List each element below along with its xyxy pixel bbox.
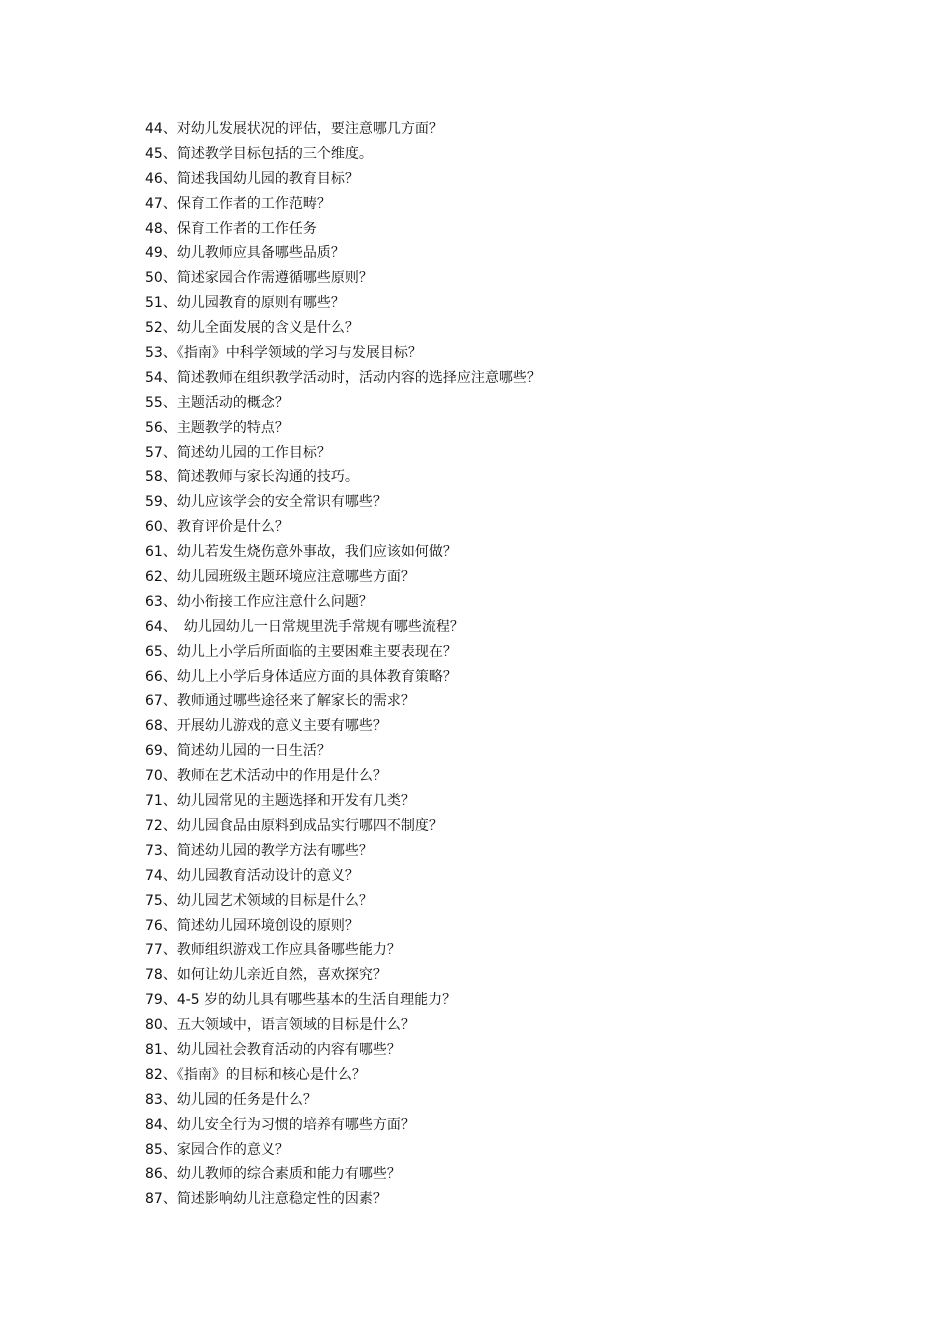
question-item: 62、幼儿园班级主题环境应注意哪些方面？ (145, 569, 415, 586)
question-item: 52、幼儿全面发展的含义是什么？ (145, 320, 359, 337)
question-item: 60、教育评价是什么？ (145, 519, 289, 536)
question-item: 59、幼儿应该学会的安全常识有哪些？ (145, 494, 387, 511)
question-item: 61、幼儿若发生烧伤意外事故，我们应该如何做？ (145, 544, 457, 561)
question-item: 50、简述家园合作需遵循哪些原则？ (145, 270, 373, 287)
question-item: 58、简述教师与家长沟通的技巧。 (145, 469, 359, 486)
question-item: 81、幼儿园社会教育活动的内容有哪些？ (145, 1041, 401, 1058)
question-item: 78、如何让幼儿亲近自然，喜欢探究？ (145, 967, 387, 984)
question-item: 72、幼儿园食品由原料到成品实行哪四不制度？ (145, 817, 443, 834)
question-item: 45、简述教学目标包括的三个维度。 (145, 145, 373, 162)
question-item: 64、 幼儿园幼儿一日常规里洗手常规有哪些流程？ (145, 618, 464, 635)
question-item: 83、幼儿园的任务是什么？ (145, 1091, 317, 1108)
question-item: 74、幼儿园教育活动设计的意义？ (145, 867, 359, 884)
question-item: 77、教师组织游戏工作应具备哪些能力？ (145, 942, 401, 959)
question-item: 79、4-5 岁的幼儿具有哪些基本的生活自理能力？ (145, 992, 457, 1009)
question-item: 67、教师通过哪些途径来了解家长的需求？ (145, 693, 415, 710)
question-item: 76、简述幼儿园环境创设的原则？ (145, 917, 359, 934)
question-item: 68、开展幼儿游戏的意义主要有哪些？ (145, 718, 387, 735)
question-item: 84、幼儿安全行为习惯的培养有哪些方面？ (145, 1116, 415, 1133)
question-item: 73、简述幼儿园的教学方法有哪些？ (145, 842, 373, 859)
question-item: 87、简述影响幼儿注意稳定性的因素？ (145, 1191, 387, 1208)
question-item: 46、简述我国幼儿园的教育目标？ (145, 170, 359, 187)
question-item: 75、幼儿园艺术领域的目标是什么？ (145, 892, 373, 909)
question-item: 48、保育工作者的工作任务 (145, 220, 317, 237)
question-item: 57、简述幼儿园的工作目标？ (145, 444, 331, 461)
question-item: 65、幼儿上小学后所面临的主要困难主要表现在？ (145, 643, 457, 660)
question-item: 51、幼儿园教育的原则有哪些？ (145, 295, 345, 312)
question-item: 49、幼儿教师应具备哪些品质？ (145, 245, 345, 262)
question-item: 54、简述教师在组织教学活动时，活动内容的选择应注意哪些？ (145, 369, 541, 386)
question-item: 86、幼儿教师的综合素质和能力有哪些？ (145, 1166, 401, 1183)
question-item: 70、教师在艺术活动中的作用是什么？ (145, 768, 387, 785)
question-item: 47、保育工作者的工作范畴？ (145, 195, 331, 212)
question-item: 44、对幼儿发展状况的评估，要注意哪几方面？ (145, 121, 443, 137)
question-item: 66、幼儿上小学后身体适应方面的具体教育策略？ (145, 668, 457, 685)
question-item: 53、《指南》中科学领域的学习与发展目标？ (145, 345, 422, 362)
question-item: 63、幼小衔接工作应注意什么问题？ (145, 593, 373, 610)
question-item: 85、家园合作的意义？ (145, 1141, 289, 1158)
question-item: 82、《指南》的目标和核心是什么？ (145, 1066, 366, 1083)
question-list (145, 117, 865, 1212)
question-item: 55、主题活动的概念？ (145, 394, 289, 411)
question-item: 56、主题教学的特点？ (145, 419, 289, 436)
question-item: 71、幼儿园常见的主题选择和开发有几类？ (145, 793, 415, 810)
question-item: 80、五大领域中，语言领域的目标是什么？ (145, 1017, 415, 1034)
question-item: 69、简述幼儿园的一日生活？ (145, 743, 331, 760)
